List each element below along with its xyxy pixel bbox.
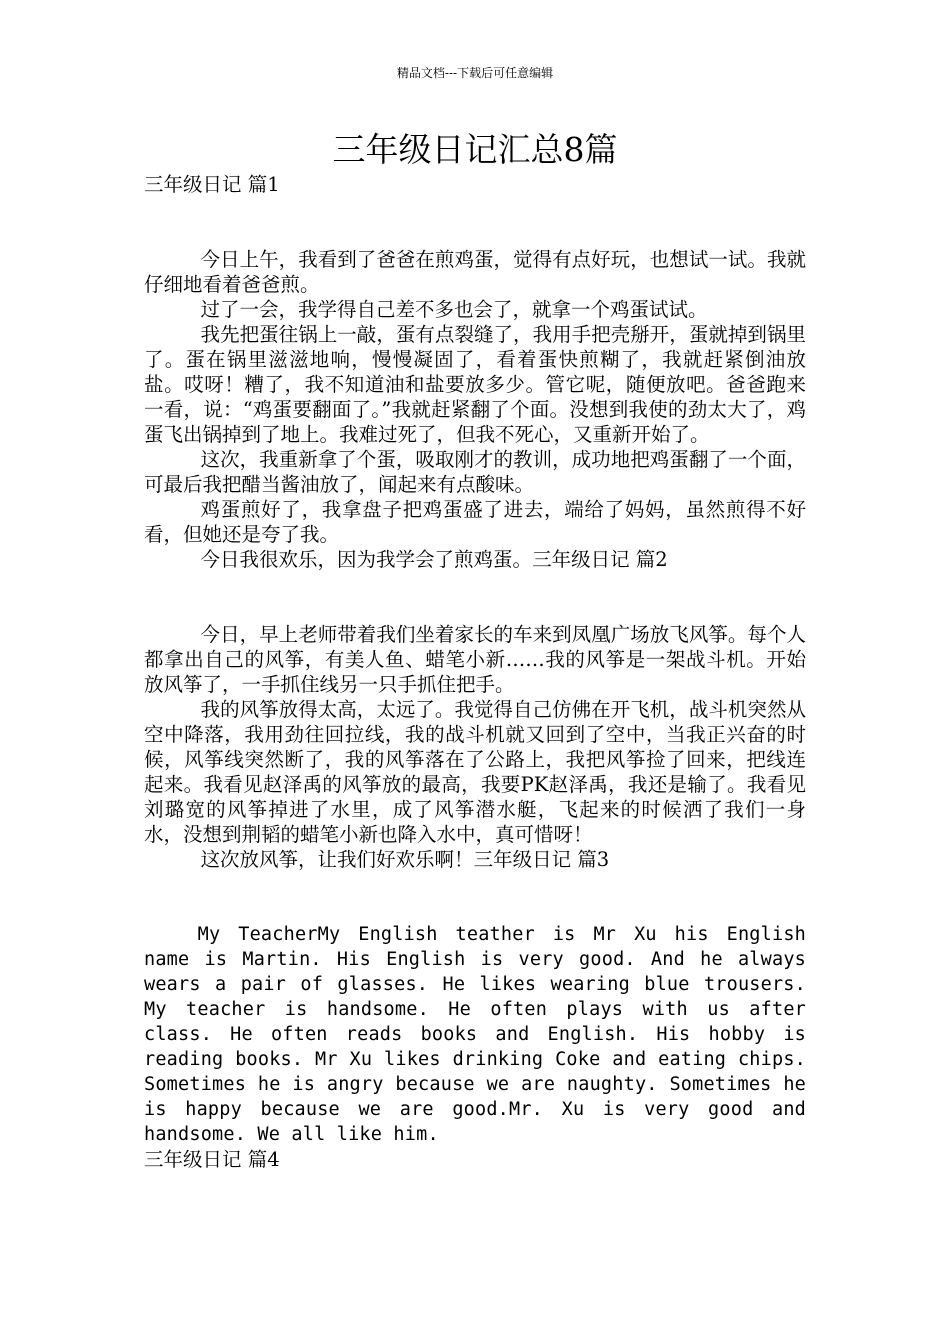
paragraph: 我的风筝放得太高，太远了。我觉得自己仿佛在开飞机，战斗机突然从空中降落，我用劲往回拉线，我的战斗机就又回到了空中，当我正兴奋的时候，风筝线突然断了，我的风筝落在了公路上，我把风筝捡了回来，把线连起来。我看见赵泽禹的风筝放的最高，我要PK赵泽禹，我还是输了。我看见刘璐宽的风筝掉进了水里，成了风筝潜水艇，飞起来的时候洒了我们一身水，没想到荆韬的蜡笔小新也降入水中，真可惜呀！ [144,698,806,846]
section-heading: 三年级日记 篇2 [532,548,668,571]
paragraph-text: 今日我很欢乐，因为我学会了煎鸡蛋。 [200,548,533,571]
section-heading: 三年级日记 篇1 [144,173,280,196]
section-spacer [144,197,806,247]
section-spacer [144,872,806,922]
paragraph: 鸡蛋煎好了，我拿盘子把鸡蛋盛了进去，端给了妈妈，虽然煎得不好看，但她还是夸了我。 [144,498,806,546]
section-spacer [144,572,806,622]
document-title: 三年级日记汇总8篇 [332,130,618,169]
paragraph: 今日，早上老师带着我们坐着家长的车来到凤凰广场放飞风筝。每个人都拿出自己的风筝，有美人鱼、蜡笔小新……我的风筝是一架战斗机。开始放风筝了，一手抓住线另一只手抓住把手。 [144,623,806,696]
paragraph-with-next-heading [144,847,806,872]
paragraph-english: My TeacherMy English teather is Mr Xu his English name is Martin. His English is very good. And he always wears a pair of glasses. He likes wearing blue trousers. My teacher is handsome. He often plays with us after class. He often reads books and English. His hobby is reading books. Mr Xu likes drinking Coke and eating chips. Sometimes he is angry because we are naughty. Sometimes he is happy because we are good.Mr. Xu is very good and handsome. We all like him. [144,924,806,1145]
paragraph: 这次，我重新拿了个蛋，吸取刚才的教训，成功地把鸡蛋翻了一个面，可最后我把醋当酱油放了，闻起来有点酸味。 [144,448,806,496]
paragraph: 过了一会，我学得自己差不多也会了，就拿一个鸡蛋试试。 [200,298,708,321]
document-body [144,172,806,1172]
paragraph-with-next-heading [144,547,806,572]
paragraph-text: 这次放风筝，让我们好欢乐啊！ [200,848,474,871]
section-heading: 三年级日记 篇4 [144,1148,280,1171]
section-heading: 三年级日记 篇3 [473,848,610,871]
paragraph: 今日上午，我看到了爸爸在煎鸡蛋，觉得有点好玩，也想试一试。我就仔细地看着爸爸煎。 [144,248,806,296]
page-watermark-header: 精品文档---下载后可任意编辑 [396,66,554,80]
paragraph: 我先把蛋往锅上一敲，蛋有点裂缝了，我用手把壳掰开，蛋就掉到锅里了。蛋在锅里滋滋地响，慢慢凝固了，看着蛋快煎糊了，我就赶紧倒油放盐。哎呀！糟了，我不知道油和盐要放多少。管它呢，随便放吧。爸爸跑来一看，说：“鸡蛋要翻面了。”我就赶紧翻了个面。没想到我使的劲太大了，鸡蛋飞出锅掉到了地上。我难过死了，但我不死心，又重新开始了。 [144,323,806,446]
